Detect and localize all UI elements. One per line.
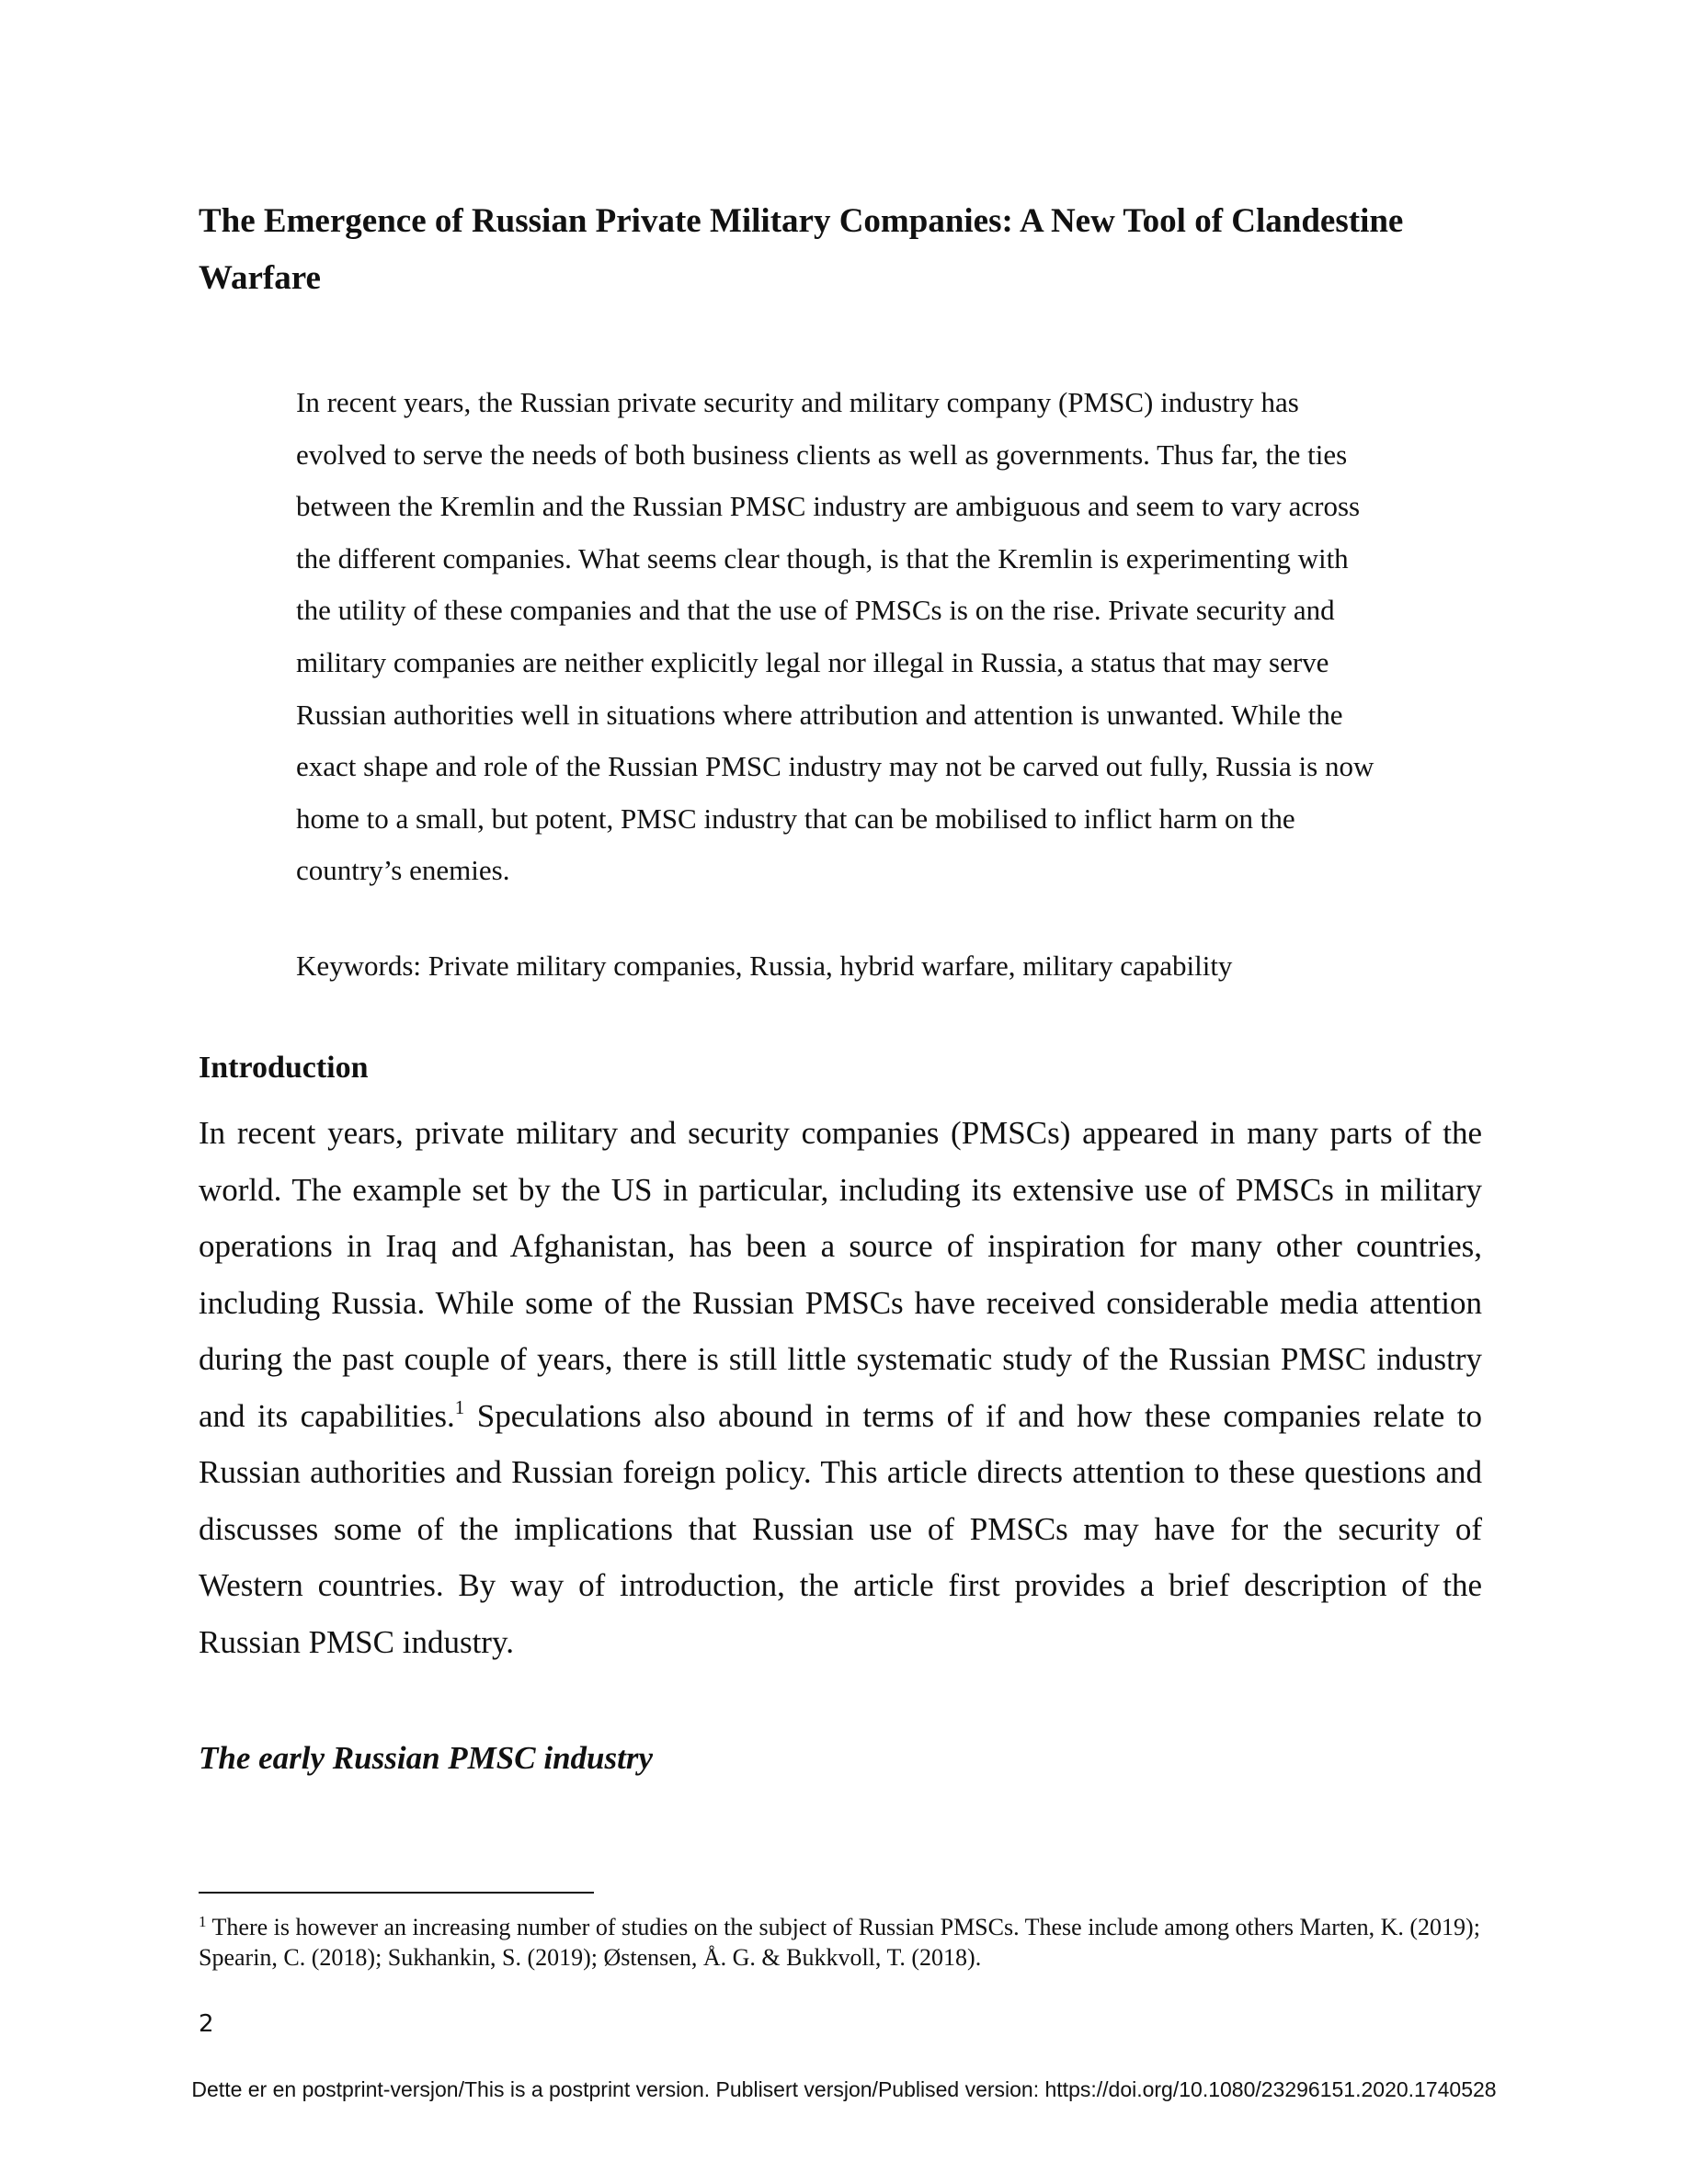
- introduction-text-part1: In recent years, private military and security companies (PMSCs) appeared in many parts of the world. The example set by the US in particular, including its extensive use of PMSCs in military operations in Iraq and Afghanistan, has been a source of inspiration for many other countries, including Russia. While some of the Russian PMSCs have received considerable media attention during the past couple of years, there is still little systematic study of the Russian PMSC industry and its capabilities.: [199, 1115, 1482, 1434]
- abstract: In recent years, the Russian private security and military company (PMSC) industry has evolved to serve the needs of both business clients as well as governments. Thus far, the ties between the Kremlin and the Russian PMSC industry are ambiguous and seem to vary across the different companies. What seems clear though, is that the Kremlin is experimenting with the utility of these companies and that the use of PMSCs is on the rise. Private security and military companies are neither explicitly legal nor illegal in Russia, a status that may serve Russian authorities well in situations where attribution and attention is unwanted. While the exact shape and role of the Russian PMSC industry may not be carved out fully, Russia is now home to a small, but potent, PMSC industry that can be mobilised to inflict harm on the country’s enemies.: [296, 386, 1374, 887]
- footnote: [199, 1912, 1504, 1973]
- introduction-heading: Introduction: [199, 1051, 369, 1085]
- introduction-paragraph: [199, 1105, 1482, 1670]
- footnote-divider: [199, 1892, 594, 1894]
- introduction-text-part2: Speculations also abound in terms of if and how these companies relate to Russian authorities and Russian foreign policy. This article directs attention to these questions and discusses some of the implications that Russian use of PMSCs may have for the security of Western countries. By way of introduction, the article first provides a brief description of the Russian PMSC industry.: [199, 1397, 1483, 1660]
- footnote-marker: 1: [199, 1913, 207, 1930]
- page-number: 2: [199, 2010, 214, 2038]
- postprint-notice: Dette er en postprint-versjon/This is a postprint version. Publisert versjon/Publised version: https://doi.org/10.1080/23296151.2020.1740528: [191, 2077, 1497, 2101]
- paper-title: The Emergence of Russian Private Military Companies: A New Tool of Clandestine Warfare: [199, 202, 1404, 297]
- keywords: Keywords: Private military companies, Russia, hybrid warfare, military capability: [296, 950, 1233, 982]
- subsection-heading: The early Russian PMSC industry: [199, 1740, 653, 1776]
- footnote-reference: 1: [454, 1395, 465, 1418]
- footnote-text: There is however an increasing number of studies on the subject of Russian PMSCs. These include among others Marten, K. (2019); Spearin, C. (2018); Sukhankin, S. (2019); Østensen, Å. G. & Bukkvoll, T. (2018).: [199, 1914, 1480, 1971]
